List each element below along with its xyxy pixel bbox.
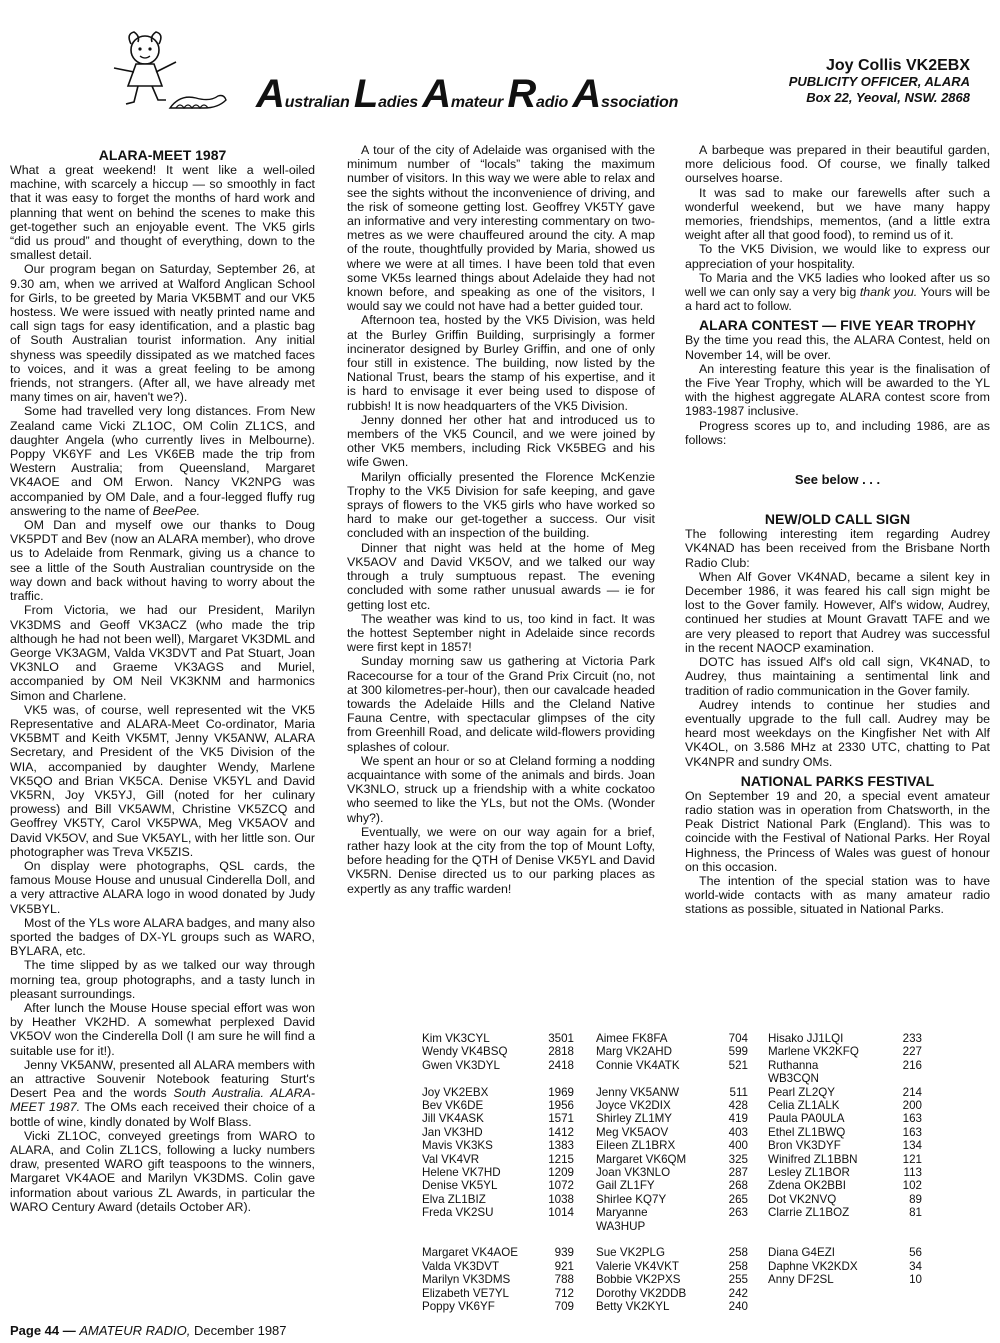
table-row	[596, 1260, 748, 1273]
operator-callsign: Paula PA0ULA	[768, 1112, 845, 1126]
paragraph: Jenny VK5ANW, presented all ALARA members with an attractive Souvenir Notebook featuring Sturt's Desert Pea and the words South Australia. ALARA-MEET 1987. The OMs each received their choice of a bottle of wine, kindly donated by Wolf Blass.	[10, 1057, 315, 1129]
score-value: 240	[728, 1300, 748, 1314]
paragraph: The intention of the special station was to have world-wide contacts with as many amateur radio stations as possible, situated in National Parks.	[685, 873, 990, 917]
operator-callsign: Elva ZL1BIZ	[422, 1192, 486, 1206]
operator-callsign: Jan VK3HD	[422, 1125, 483, 1139]
table-row	[422, 1166, 574, 1179]
score-value: 2818	[548, 1045, 574, 1059]
score-value: 258	[728, 1259, 748, 1273]
section-heading-national-parks: NATIONAL PARKS FESTIVAL	[740, 772, 935, 789]
table-row	[768, 1179, 922, 1192]
paragraph: When Alf Gover VK4NAD, became a silent key in December 1986, it was feared his call sign might be lost to the Gover family. However, Alf's widow, Audrey, continued her studies at Mount Gravatt TAFE and we are very pleased to report that Audrey was successful in the recent NAOCP examination.	[685, 569, 990, 655]
score-value: 268	[728, 1179, 748, 1193]
paragraph: To the VK5 Division, we would like to express our appreciation of your hospitality.	[685, 242, 990, 271]
operator-callsign: Sue VK2PLG	[596, 1246, 665, 1260]
score-value: 216	[902, 1058, 922, 1072]
table-spacer	[768, 1233, 922, 1246]
score-value: 788	[554, 1273, 574, 1287]
table-row	[596, 1086, 748, 1099]
paragraph: It was sad to make our farewells after such a wonderful weekend, but we have many happy memories, friendships, mementos, (and a little extra weight after all that good food), to remind us of it.	[685, 185, 990, 243]
operator-callsign: Jill VK4ASK	[422, 1112, 484, 1126]
score-value: 287	[728, 1166, 748, 1180]
paragraph: An interesting feature this year is the finalisation of the Five Year Trophy, which will be awarded to the YL with the highest aggregate ALARA contest score from 1983-1987 inclusive.	[685, 361, 990, 419]
table-row	[768, 1139, 922, 1152]
table-row	[768, 1099, 922, 1112]
score-value: 113	[903, 1166, 922, 1180]
table-row	[596, 1153, 748, 1166]
operator-callsign: Bobbie VK2PXS	[596, 1273, 681, 1287]
association-title: Australian Ladies Amateur Radio Association	[256, 72, 679, 116]
table-row	[596, 1045, 748, 1058]
table-row	[422, 1273, 574, 1286]
score-value: 1969	[548, 1085, 574, 1099]
section-heading-contest: ALARA CONTEST — FIVE YEAR TROPHY	[699, 317, 976, 334]
operator-callsign: Bev VK6DE	[422, 1099, 484, 1113]
score-value: 939	[554, 1246, 574, 1260]
table-row	[422, 1059, 574, 1072]
table-row	[596, 1220, 748, 1233]
paragraph: A tour of the city of Adelaide was organised with the minimum number of “locals” taking the maximum number of visitors. In this way we were able to relax and see the sights without the inconvenience of driving, and the risk of someone getting lost. Geoffrey VK5TY gave an informative and very interesting commentary on two-metres as we were chauffeured around the city. A map of the route, thoughtfully provided by Maria, showed us where we were at all times. I have been told that even some VK5s learned things about Adelaide they had not known before, and speaking as one of the visitors, I would say we could not have had a better guided tour.	[347, 143, 655, 314]
score-value: 709	[554, 1300, 574, 1314]
paragraph: On display were photographs, QSL cards, the famous Mouse House and unusual Cinderella Doll, and a very attractive ALARA logo in wood donated by Judy VK5BYL.	[10, 858, 315, 916]
score-value: 1956	[548, 1099, 574, 1113]
table-row	[768, 1086, 922, 1099]
officer-name: Joy Collis VK2EBX	[825, 57, 970, 74]
table-row	[596, 1287, 748, 1300]
operator-callsign: WB3CQN	[768, 1072, 819, 1086]
table-row	[768, 1260, 922, 1273]
table-row	[768, 1072, 922, 1085]
operator-callsign: Pearl ZL2QY	[768, 1085, 836, 1099]
operator-callsign: Elizabeth VE7YL	[422, 1286, 510, 1300]
score-value: 403	[728, 1125, 748, 1139]
table-spacer	[422, 1072, 574, 1085]
publication-name: AMATEUR RADIO,	[79, 1323, 191, 1338]
paragraph: After lunch the Mouse House special effort was won by Heather VK2HD. A somewhat perplexed David VK5OV won the Cinderella Doll (I am sure he will find a suitable use for it!).	[10, 1000, 315, 1058]
score-value: 233	[902, 1032, 922, 1045]
operator-callsign: Marlene VK2KFQ	[768, 1045, 859, 1059]
score-value: 81	[909, 1206, 922, 1220]
publicity-officer-block	[789, 58, 970, 106]
score-value: 599	[728, 1045, 748, 1059]
operator-callsign: Bron VK3DYF	[768, 1139, 841, 1153]
table-row	[422, 1287, 574, 1300]
operator-callsign: Shirlee KQ7Y	[596, 1192, 667, 1206]
operator-callsign: Mavis VK3KS	[422, 1139, 493, 1153]
operator-callsign: Celia ZL1ALK	[768, 1099, 840, 1113]
table-row	[768, 1059, 922, 1072]
score-value: 1383	[548, 1139, 574, 1153]
table-row	[422, 1099, 574, 1112]
operator-callsign: Valda VK3DVT	[422, 1259, 500, 1273]
column-1	[10, 143, 315, 1214]
table-row	[596, 1246, 748, 1259]
table-row	[422, 1126, 574, 1139]
paragraph: By the time you read this, the ALARA Contest, held on November 14, will be over.	[685, 333, 990, 362]
table-row	[768, 1153, 922, 1166]
score-value: 921	[554, 1259, 574, 1273]
table-row	[596, 1166, 748, 1179]
table-spacer	[596, 1072, 748, 1085]
operator-callsign: Gwen VK3DYL	[422, 1058, 500, 1072]
table-row	[596, 1206, 748, 1219]
score-value: 214	[902, 1085, 922, 1099]
score-value: 2418	[548, 1058, 574, 1072]
table-spacer	[596, 1233, 748, 1246]
column-3	[685, 143, 990, 917]
score-value: 400	[728, 1139, 748, 1153]
operator-callsign: Hisako JJ1LQI	[768, 1032, 844, 1045]
score-value: 325	[728, 1152, 748, 1166]
score-value: 10	[909, 1273, 922, 1287]
score-value: 265	[728, 1192, 748, 1206]
table-row	[768, 1273, 922, 1286]
operator-callsign: Maryanne	[596, 1206, 648, 1220]
table-row	[768, 1206, 922, 1219]
paragraph: Some had travelled very long distances. From New Zealand came Vicki ZL1OC, OM Colin ZL1CS, and daughter Angela (who currently lives in Melbourne). Poppy VK6YF and Les VK6EB made the trip from Western Australia; from Queensland, Margaret VK4AOE and OM Erwon. Nancy VK2NPG was accompanied by OM Dale, and a four-legged fluffy rug answering to the name of BeePee.	[10, 404, 315, 518]
paragraph: Vicki ZL1OC, conveyed greetings from WARO to ALARA, and Colin ZL1CS, following a lucky numbers draw, presented WARO gift teaspoons to the winners, Margaret VK4AOE and Marilyn VK3DMS. Colin gave information about various ZL Awards, in particular the WARO Century Award (details October AR).	[10, 1128, 315, 1214]
score-value: 1038	[548, 1192, 574, 1206]
paragraph: Afternoon tea, hosted by the VK5 Division, was held at the Burley Griffin Building, surprisingly a former incinerator designed by Burley Griffin, and one of only four still in existence. The building, now listed by the National Trust, bears the stamp of his expertise, and it is hard to envisage it ever being used to dispose of rubbish! It is now headquarters of the VK5 Division.	[347, 313, 655, 413]
operator-callsign: Joan VK3NLO	[596, 1166, 671, 1180]
score-value: 521	[728, 1058, 748, 1072]
operator-callsign: Wendy VK4BSQ	[422, 1045, 508, 1059]
section-heading-callsign: NEW/OLD CALL SIGN	[764, 511, 911, 528]
operator-callsign: Joyce VK2DIX	[596, 1099, 671, 1113]
issue-date: December 1987	[194, 1323, 287, 1338]
operator-callsign: Poppy VK6YF	[422, 1300, 495, 1314]
paragraph: VK5 was, of course, well represented wit the VK5 Representative and ALARA-Meet Co-ordinator, Maria VK5BMT and Keith VK5MT, Jenny VK5ANW, ALARA Secretary, and President of the VK5 Division of the WIA, accompanied by daughter Wendy, Marlene VK5QO and Brian VK5CA. Denise VK5YL and David VK5RN, Joy VK5YJ, Gill (noted for her culinary prowess) and Bill VK5AWM, Christine VK5ZCQ and Geoffrey VK5TY, Carol VK5PWA, Meg VK5AOV and David VK5OV, and Sue VK5AYL, with her little son. Our photographer was Treva VK5ZIS.	[10, 702, 315, 859]
score-value: 34	[909, 1259, 922, 1273]
operator-callsign: Meg VK5AOV	[596, 1125, 669, 1139]
operator-callsign: Clarrie ZL1BOZ	[768, 1206, 850, 1220]
score-value: 712	[554, 1286, 574, 1300]
paragraph: Sunday morning saw us gathering at Victoria Park Racecourse for a tour of the Grand Prix Circuit (no, not at 300 kilometres-per-hour), then our cavalcade headed towards the Adelaide Hills and the Cleland Native Fauna Centre, with spectacular glimpses of the city from Greenhill Road, and delicate wild-flowers providing splashes of colour.	[347, 654, 655, 754]
operator-callsign: Eileen ZL1BRX	[596, 1139, 676, 1153]
paragraph: The following interesting item regarding Audrey VK4NAD has been received from the Brisbane North Radio Club:	[685, 527, 990, 570]
score-value: 1571	[548, 1112, 574, 1126]
operator-callsign: Ruthanna	[768, 1058, 819, 1072]
paragraph: Eventually, we were on our way again for a brief, rather hazy look at the city from the top of Mount Lofty, before heading for the QTH of Denise VK5YL and David VK5RN. Denise directed us to our parking places as expertly as any traffic warden!	[347, 824, 655, 896]
score-value: 89	[909, 1192, 922, 1206]
paragraph: Dinner that night was held at the home of Meg VK5AOV and David VK5OV, and we talked our way through a truly sumptuous repast. The evening concluded with some rather unusual awards — ie for getting lost etc.	[347, 540, 655, 612]
paragraph: Marilyn officially presented the Florence McKenzie Trophy to the VK5 Division for safe keeping, and gave sprays of flowers to the VK5 girls who have worked so hard to make our get-together a success. Our visit concluded with an inspection of the building.	[347, 469, 655, 541]
section-heading-alara-meet: ALARA-MEET 1987	[98, 147, 227, 163]
operator-callsign: Connie VK4ATK	[596, 1058, 680, 1072]
score-value: 134	[902, 1139, 922, 1153]
table-row	[596, 1126, 748, 1139]
page-footer	[10, 1323, 287, 1338]
paragraph: DOTC has issued Alf's old call sign, VK4NAD, to Audrey, thus maintaining a sentimental link and tradition of radio communication in the Gover family.	[685, 655, 990, 698]
operator-callsign: Valerie VK4VKT	[596, 1259, 679, 1273]
table-row	[596, 1112, 748, 1125]
table-row	[422, 1153, 574, 1166]
table-row	[596, 1273, 748, 1286]
operator-callsign: WA3HUP	[596, 1219, 646, 1233]
table-row	[768, 1246, 922, 1259]
table-row	[422, 1112, 574, 1125]
score-value: 102	[902, 1179, 922, 1193]
scores-column-2	[596, 1032, 748, 1314]
score-value: 163	[902, 1125, 922, 1139]
operator-callsign: Betty VK2KYL	[596, 1300, 670, 1314]
table-row	[422, 1300, 574, 1313]
score-value: 419	[728, 1112, 748, 1126]
paragraph: To Maria and the VK5 ladies who looked after us so well we can only say a very big thank you. Yours will be a hard act to follow.	[685, 270, 990, 314]
see-below-note: See below . . .	[794, 472, 881, 488]
score-value: 258	[728, 1246, 748, 1260]
score-value: 1209	[548, 1166, 574, 1180]
scores-column-3	[768, 1032, 922, 1287]
table-row	[422, 1139, 574, 1152]
score-value: 255	[728, 1273, 748, 1287]
score-value: 511	[729, 1085, 748, 1099]
table-row	[422, 1246, 574, 1259]
score-value: 3501	[548, 1032, 574, 1045]
operator-callsign: Diana G4EZI	[768, 1246, 836, 1260]
paragraph: On September 19 and 20, a special event amateur radio station was in operation from Chatsworth, in the Peak District National Park (England). This was to coincide with the Festival of National Parks. Her Royal Highness, the Princess of Wales was guest of honour on this occasion.	[685, 788, 990, 874]
table-row	[422, 1179, 574, 1192]
officer-address: Box 22, Yeoval, NSW. 2868	[806, 90, 970, 105]
operator-callsign: Ethel ZL1BWQ	[768, 1125, 846, 1139]
table-row	[422, 1045, 574, 1058]
paragraph: The weather was kind to us, too kind in fact. It was the hottest September night in Adelaide since records were first kept in 1857!	[347, 611, 655, 655]
score-value: 242	[728, 1286, 748, 1300]
operator-callsign: Gail ZL1FY	[596, 1179, 655, 1193]
operator-callsign: Daphne VK2KDX	[768, 1259, 858, 1273]
score-value	[892, 1072, 922, 1085]
score-value: 1014	[548, 1206, 574, 1220]
score-value: 200	[902, 1099, 922, 1113]
paragraph: Most of the YLs wore ALARA badges, and many also sported the badges of DX-YL groups such as WARO, BYLARA, etc.	[10, 915, 315, 959]
paragraph: We spent an hour or so at Cleland forming a nodding acquaintance with some of the animals and birds. Joan VK3NLO, struck up a friendship with a white cockatoo who seemed to like the YLs, but not the OMs. (Wonder why?).	[347, 753, 655, 825]
paragraph: Our program began on Saturday, September 26, at 9.30 am, when we arrived at Walford Anglican School for Girls, to be greeted by Maria VK5BMT and our VK5 hostess. We were issued with neatly printed name and call sign tags for easy identification, and a plastic bag of South Australian tourist information. Any initial shyness was speedily dissipated as we matched faces to voices, and it was a great feeling to be among friends, not strangers. (After all, we have already met many times on air, haven't we?).	[10, 262, 315, 405]
operator-callsign: Anny DF2SL	[768, 1273, 834, 1287]
score-value: 1412	[548, 1125, 574, 1139]
paragraph: A barbeque was prepared in their beautiful garden, more delicious food. Of course, we finally talked ourselves hoarse.	[685, 143, 990, 186]
table-row	[422, 1032, 574, 1045]
girl-with-kangaroo-logo-icon	[100, 28, 260, 118]
score-value: 1072	[548, 1179, 574, 1193]
table-row	[768, 1166, 922, 1179]
score-value: 163	[902, 1112, 922, 1126]
score-value: 227	[902, 1045, 922, 1059]
table-row	[596, 1193, 748, 1206]
operator-callsign: Aimee FK8FA	[596, 1032, 668, 1045]
operator-callsign: Helene VK7HD	[422, 1166, 501, 1180]
operator-callsign: Shirley ZL1MY	[596, 1112, 673, 1126]
score-value	[718, 1220, 748, 1233]
score-value: 704	[728, 1032, 748, 1045]
table-row	[596, 1059, 748, 1072]
operator-callsign: Margaret VK6QM	[596, 1152, 687, 1166]
table-row	[422, 1193, 574, 1206]
table-row	[596, 1099, 748, 1112]
scores-column-1	[422, 1032, 574, 1313]
masthead	[0, 0, 1000, 118]
officer-role: PUBLICITY OFFICER, ALARA	[788, 74, 970, 89]
table-row	[596, 1300, 748, 1313]
table-row	[768, 1045, 922, 1058]
table-row	[768, 1193, 922, 1206]
paragraph: Progress scores up to, and including 1986, are as follows:	[685, 418, 990, 447]
table-spacer	[422, 1220, 574, 1233]
table-row	[422, 1206, 574, 1219]
table-row	[768, 1032, 922, 1045]
table-spacer	[422, 1233, 574, 1246]
score-value: 428	[728, 1099, 748, 1113]
score-value: 121	[902, 1152, 922, 1166]
operator-callsign: Joy VK2EBX	[422, 1085, 489, 1099]
column-2	[347, 143, 655, 896]
score-value: 1215	[548, 1152, 574, 1166]
table-row	[596, 1032, 748, 1045]
paragraph: What a great weekend! It went like a well-oiled machine, with scarcely a hiccup — so smoothly in fact that it was easy to forget the months of hard work and planning that went on behind the scenes to make this get-together such an enjoyable event. The VK5 girls “did us proud” and thought of everything, down to the smallest detail.	[10, 163, 315, 263]
operator-callsign: Dorothy VK2DDB	[596, 1286, 687, 1300]
operator-callsign: Denise VK5YL	[422, 1179, 498, 1193]
operator-callsign: Freda VK2SU	[422, 1206, 494, 1220]
paragraph: Jenny donned her other hat and introduced us to members of the VK5 Council, and we were joined by other VK5 members, including Rick VK5BEG and his wife Gwen.	[347, 412, 655, 470]
table-row	[768, 1112, 922, 1125]
operator-callsign: Kim VK3CYL	[422, 1032, 490, 1045]
score-value: 263	[728, 1206, 748, 1220]
table-row	[422, 1086, 574, 1099]
paragraph: The time slipped by as we talked our way through morning tea, group photographs, and a tasty lunch in pleasant surroundings.	[10, 958, 315, 1001]
operator-callsign: Winifred ZL1BBN	[768, 1152, 858, 1166]
operator-callsign: Dot VK2NVQ	[768, 1192, 837, 1206]
table-row	[596, 1179, 748, 1192]
operator-callsign: Jenny VK5ANW	[596, 1085, 680, 1099]
paragraph: OM Dan and myself owe our thanks to Doug VK5PDT and Bev (now an ALARA member), who drove us to Adelaide from Renmark, giving us a chance to see a little of the South Australian countryside on the way down and back without having to worry about the traffic.	[10, 518, 315, 604]
table-row	[596, 1139, 748, 1152]
table-row	[768, 1126, 922, 1139]
operator-callsign: Margaret VK4AOE	[422, 1246, 519, 1260]
operator-callsign: Val VK4VR	[422, 1152, 480, 1166]
operator-callsign: Zdena OK2BBI	[768, 1179, 846, 1193]
operator-callsign: Lesley ZL1BOR	[768, 1166, 850, 1180]
paragraph: Audrey intends to continue her studies and eventually upgrade to the full call. Audrey may be heard most weekdays on the Kingfisher Net with Alf VK4OL, on 3.586 MHz at 2330 UTC, chatting to Pat VK4NPR and sundry OMs.	[685, 697, 990, 769]
table-row	[422, 1260, 574, 1273]
table-spacer	[768, 1220, 922, 1233]
score-value: 56	[909, 1246, 922, 1260]
paragraph: From Victoria, we had our President, Marilyn VK3DMS and Geoff VK3ACZ (who made the trip although he had not been well), Margaret VK3DML and George VK3AGM, Valda VK3DVT and Pat Stuart, Joan VK3NLO and Graeme VK3AGS and Muriel, accompanied by OM Neil VK3KNM and harmonics Simon and Charlene.	[10, 603, 315, 703]
operator-callsign: Marg VK2AHD	[596, 1045, 673, 1059]
page-number: Page 44 —	[10, 1323, 76, 1338]
operator-callsign: Marilyn VK3DMS	[422, 1273, 511, 1287]
